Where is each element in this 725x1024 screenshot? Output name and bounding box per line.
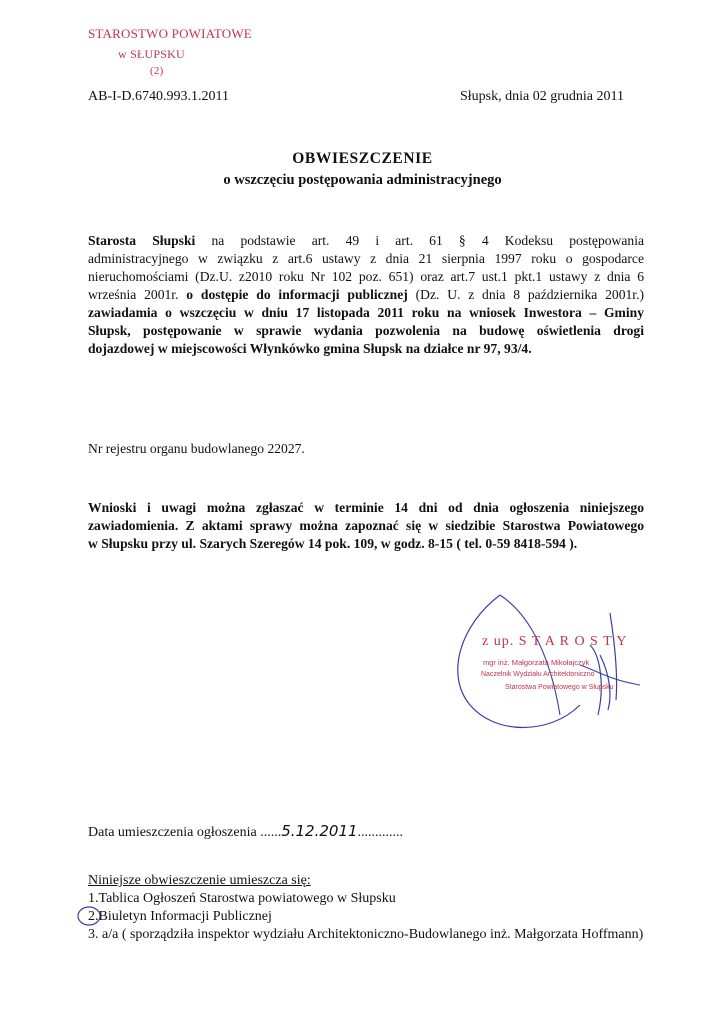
posting-date-dots-before: ...... [260, 825, 282, 840]
reference-number: AB-I-D.6740.993.1.2011 [88, 89, 230, 104]
handwritten-circle-mark [76, 904, 102, 928]
document-title: OBWIESZCZENIE [292, 150, 433, 167]
paragraph-line: Starosta Słupski na podstawie art. 49 i art. 61 § 4 Kodeksu postępowania [88, 233, 644, 248]
distribution-item-3: 3. a/a ( sporządziła inspektor wydziału Architektoniczno-Budowlanego inż. Małgorzata Hoffmann) [88, 927, 644, 942]
stamp-number: (2) [150, 65, 164, 77]
signature-name: mgr inż. Małgorzata Mikołajczyk [483, 658, 590, 667]
paragraph-line: Słupsk, postępowanie w sprawie wydania pozwolenia na budowę oświetlenia drogi [88, 323, 644, 338]
paragraph-line: zawiadomienia. Z aktami sprawy można zapoznać się w siedzibie Starostwa Powiatowego [88, 518, 644, 533]
notice-paragraph [88, 232, 644, 358]
paragraph-line: administracyjnego w związku z art.6 ustawy z dnia 21 sierpnia 1997 roku o gospodarce [88, 251, 644, 266]
place-and-date: Słupsk, dnia 02 grudnia 2011 [460, 89, 624, 104]
paragraph-line: nieruchomościami (Dz.U. z2010 roku Nr 102 poz. 651) oraz art.7 ust.1 pkt.1 ustawy z dnia 6 [88, 269, 644, 284]
stamp-city: w SŁUPSKU [118, 47, 185, 61]
signature-on-behalf: z up. S T A R O S T Y [482, 634, 628, 649]
paragraph-line: zawiadamia o wszczęciu w dniu 17 listopada 2011 roku na wniosek Inwestora – Gminy [88, 305, 644, 320]
signature-position: Naczelnik Wydziału Architektoniczno [481, 671, 595, 678]
paragraph-line: Wnioski i uwagi można zgłaszać w terminie 14 dni od dnia ogłoszenia niniejszego [88, 500, 644, 515]
paragraph-line: września 2001r. o dostępie do informacji publicznej (Dz. U. z dnia 8 października 2001r.) [88, 287, 644, 302]
paragraph-line: dojazdowej w miejscowości Włynkówko gmina Słupsk na działce nr 97, 93/4. [88, 341, 532, 356]
paragraph-line: w Słupsku przy ul. Szarych Szeregów 14 pok. 109, w godz. 8-15 ( tel. 0-59 8418-594 ). [88, 536, 578, 551]
posting-date-dots-after: ............. [357, 825, 404, 840]
posting-date-handwritten: 5.12.2011 [281, 822, 358, 840]
comments-paragraph [88, 499, 644, 553]
signature-office: Starostwa Powiatowego w Słupsku [505, 684, 614, 691]
stamp-office-name: STAROSTWO POWIATOWE [88, 26, 252, 41]
distribution-heading: Niniejsze obwieszczenie umieszcza się: [88, 873, 311, 888]
posting-date-label: Data umieszczenia ogłoszenia [88, 825, 257, 840]
document-subtitle: o wszczęciu postępowania administracyjnego [223, 172, 502, 188]
distribution-item-2: 2.Biuletyn Informacji Publicznej [88, 909, 272, 924]
registry-number: Nr rejestru organu budowlanego 22027. [88, 441, 305, 456]
posting-date-line [88, 822, 403, 841]
distribution-item-1: 1.Tablica Ogłoszeń Starostwa powiatowego w Słupsku [88, 891, 396, 906]
